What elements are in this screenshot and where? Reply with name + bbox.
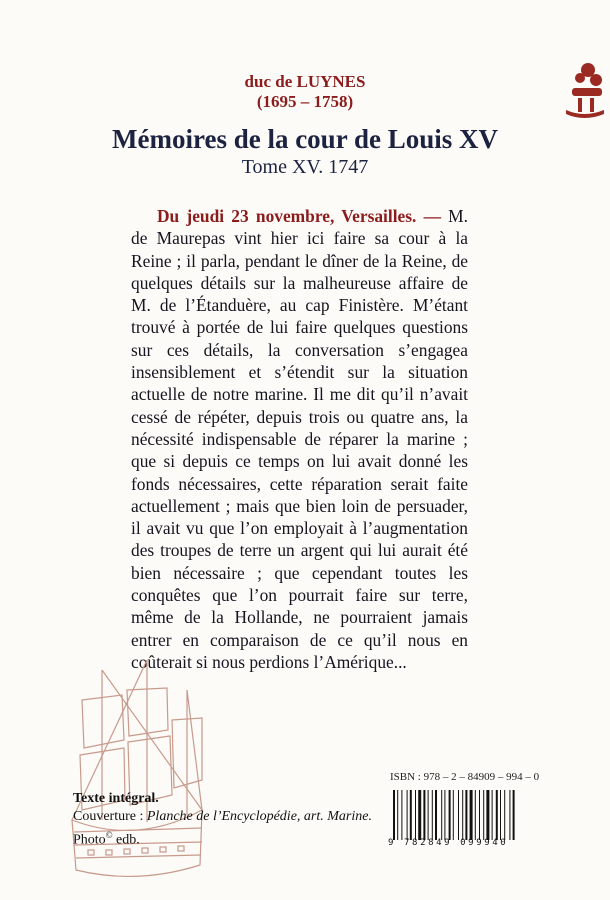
barcode-digits: 9 782849 099940 [388,838,509,848]
credits-photo-value: edb. [112,832,140,848]
ship-illustration-icon [62,660,212,890]
excerpt-lead: Du jeudi 23 novembre, Versailles. — [157,206,441,226]
barcode-icon [391,790,541,842]
book-title: Mémoires de la cour de Louis XV [112,124,498,154]
author-block [0,72,610,112]
isbn-label: ISBN : 978 – 2 – 84909 – 994 – 0 [390,771,540,783]
credits-block [73,790,372,850]
book-volume: Tome XV. 1747 [241,156,369,178]
credits-full-text: Texte intégral. [73,791,159,806]
credits-cover-label: Couverture : [73,809,147,824]
credits-photo-line [73,826,372,850]
author-dates: (1695 – 1758) [256,92,354,111]
excerpt-body: M. de Maurepas vint hier ici faire sa cour à la Reine ; il parla, pendant le dîner de la Reine, de quelques détails sur la malheureuse affaire de M. de l’Étanduère, au cap Finistère. M’étant trouvé à portée de lui faire quelques questions sur ces détails, la conversation s’engagea insensiblement et s’étendit sur la situation actuelle de notre marine. Il me dit qu’il n’avait cessé de répéter, depuis trois ou quatre ans, la nécessité indispensable de réparer la marine ; que si depuis ce temps on lui avait donné les fonds nécessaires, cette réparation serait faite actuellement ; mais que bien loin de persuader, il avait vu que l’on employait à l’augmentation des troupes de terre un argent qui lui aurait été bien nécessaire ; que cependant toutes les conquêtes que l’on pourrait faire sur terre, même de la Hollande, ne pourraient jamais entrer en comparaison de ce qu’il nous en coûterait si nous perdions l’Amérique... [131,206,468,672]
copyright-mark: © [105,830,113,840]
author-name: duc de LUYNES [244,72,366,91]
credits-cover-line [73,808,372,826]
credits-photo-label: Photo [73,832,106,848]
excerpt-text [131,205,468,673]
credits-cover-value: Planche de l’Encyclopédie, art. Marine. [146,809,372,824]
